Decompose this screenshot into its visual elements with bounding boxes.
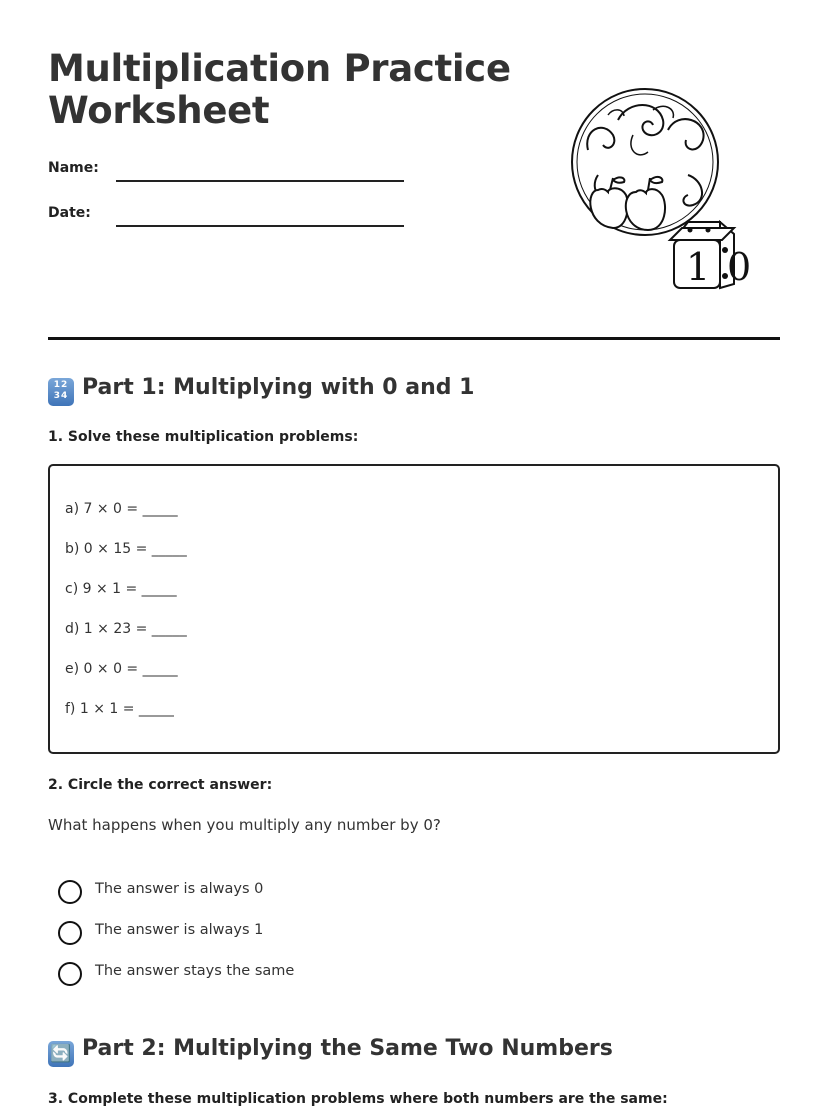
radio-circle-icon[interactable]	[58, 962, 82, 986]
date-line[interactable]	[116, 225, 404, 227]
answer-option-1[interactable]	[58, 880, 458, 904]
part2-heading	[48, 1036, 780, 1066]
apple-icon	[590, 177, 627, 228]
repeat-arrows-icon: 🔄	[48, 1041, 74, 1067]
name-label: Name:	[48, 160, 99, 176]
question-2-text: What happens when you multiply any number by 0?	[48, 816, 441, 834]
apple-icon	[626, 177, 665, 230]
answer-option-3[interactable]	[58, 962, 458, 986]
date-field	[48, 205, 408, 229]
problem-a[interactable]: a) 7 × 0 = _____	[65, 501, 178, 517]
page-title: Multiplication Practice Worksheet	[48, 47, 511, 132]
input-numbers-icon: 12 34	[48, 378, 74, 406]
radio-circle-icon[interactable]	[58, 921, 82, 945]
apples-and-number-blocks-illustration	[558, 80, 752, 292]
radio-circle-icon[interactable]	[58, 880, 82, 904]
part2-heading-text: Part 2: Multiplying the Same Two Numbers	[82, 1036, 613, 1061]
problem-c[interactable]: c) 9 × 1 = _____	[65, 581, 177, 597]
block-digit-one: 1	[686, 245, 711, 289]
question-3: 3. Complete these multiplication problems where both numbers are the same:	[48, 1091, 668, 1107]
block-digit-zero: 0	[727, 245, 752, 289]
part1-heading	[48, 375, 780, 405]
problem-b[interactable]: b) 0 × 15 = _____	[65, 541, 187, 557]
date-label: Date:	[48, 205, 91, 221]
answer-option-1-label: The answer is always 0	[95, 881, 264, 897]
question-1: 1. Solve these multiplication problems:	[48, 429, 359, 445]
answer-option-2[interactable]	[58, 921, 458, 945]
answer-option-3-label: The answer stays the same	[95, 963, 295, 979]
dice-icon	[670, 228, 734, 240]
question-2: 2. Circle the correct answer:	[48, 777, 273, 793]
answer-option-2-label: The answer is always 1	[95, 922, 264, 938]
section-divider	[48, 337, 780, 340]
problem-d[interactable]: d) 1 × 23 = _____	[65, 621, 187, 637]
problem-f[interactable]: f) 1 × 1 = _____	[65, 701, 174, 717]
name-line[interactable]	[116, 180, 404, 182]
problem-e[interactable]: e) 0 × 0 = _____	[65, 661, 178, 677]
problems-box	[48, 464, 780, 754]
worksheet-page	[48, 0, 780, 1118]
part1-heading-text: Part 1: Multiplying with 0 and 1	[82, 375, 475, 400]
name-field	[48, 160, 408, 184]
